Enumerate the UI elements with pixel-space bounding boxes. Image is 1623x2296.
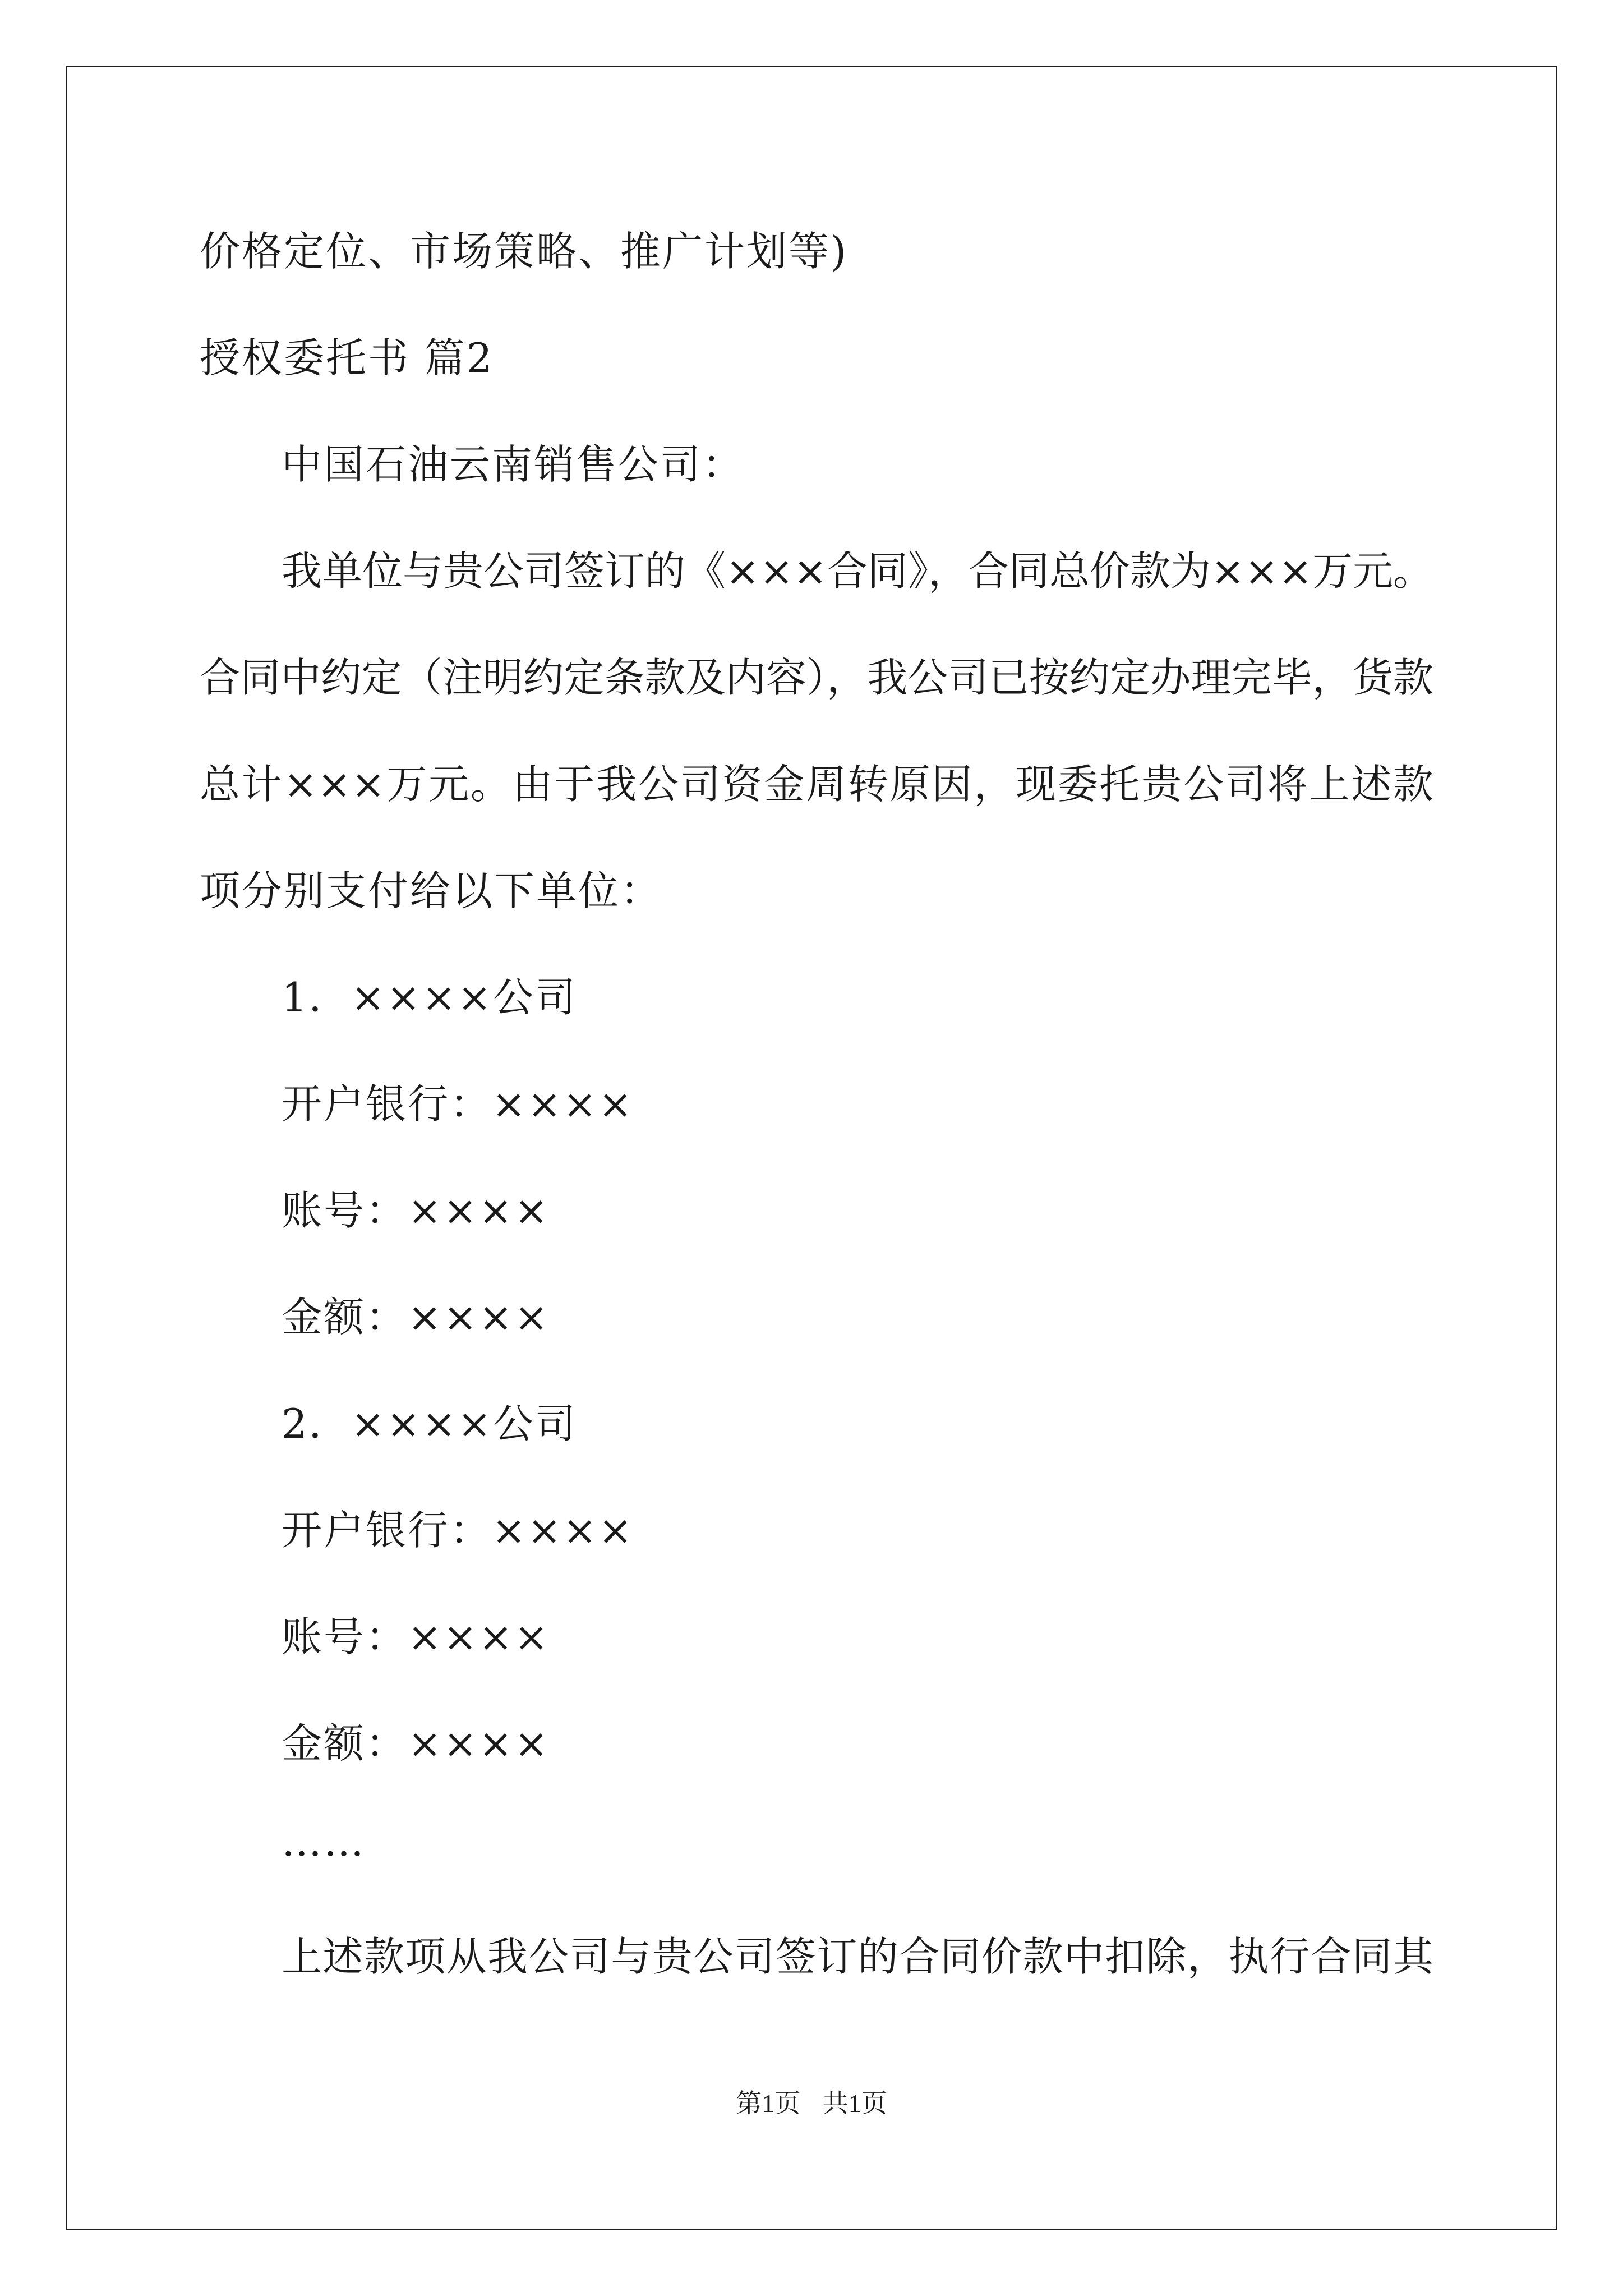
payee-amount-1: 金额：×××× [282, 1294, 550, 1341]
payee-account-1: 账号：×××× [282, 1187, 550, 1234]
paragraph-line: 我单位与贵公司签订的《×××合同》，合同总价款为×××万元。 [282, 547, 1433, 595]
addressee-line: 中国石油云南销售公司： [282, 441, 745, 488]
page-footer [0, 2087, 1623, 2120]
section-heading: 授权委托书 篇2 [200, 334, 494, 381]
page-number-total: 共1页 [822, 2089, 887, 2118]
payee-bank-2: 开户银行：×××× [282, 1507, 634, 1554]
payee-company-1: 1．××××公司 [282, 974, 578, 1021]
paragraph-line: 合同中约定（注明约定条款及内容），我公司已按约定办理完毕，货款 [200, 654, 1433, 701]
payee-bank-1: 开户银行：×××× [282, 1080, 634, 1128]
payee-amount-2: 金额：×××× [282, 1720, 550, 1767]
paragraph-line: 项分别支付给以下单位： [200, 867, 663, 914]
ellipsis-line: …… [282, 1818, 366, 1865]
text-line-continuation: 价格定位、市场策略、推广计划等) [200, 228, 849, 275]
page-border [66, 66, 1557, 2230]
page-number-current: 第1页 [736, 2089, 801, 2118]
payee-company-2: 2．××××公司 [282, 1400, 578, 1447]
paragraph-line: 上述款项从我公司与贵公司签订的合同价款中扣除，执行合同其 [282, 1933, 1433, 1980]
payee-account-2: 账号：×××× [282, 1613, 550, 1660]
paragraph-line: 总计×××万元。由于我公司资金周转原因，现委托贵公司将上述款 [200, 761, 1433, 808]
